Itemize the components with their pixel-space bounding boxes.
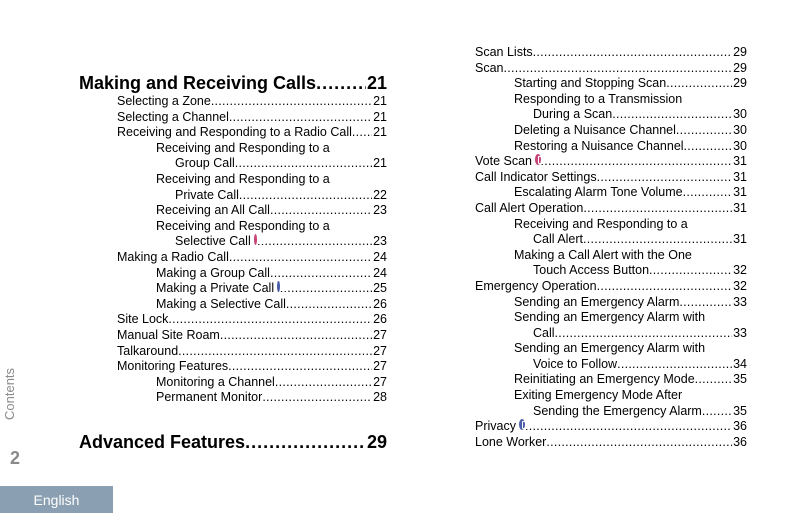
dot-leader <box>676 123 732 139</box>
feature-icon-blue <box>277 281 280 292</box>
toc-entry[interactable] <box>79 110 387 126</box>
toc-entry[interactable] <box>79 390 387 406</box>
toc-entry-title: Voice to Follow <box>533 356 618 371</box>
dot-leader <box>168 312 372 328</box>
toc-entry-title: Restoring a Nuisance Channel <box>514 138 684 153</box>
language-tab[interactable] <box>0 486 113 513</box>
toc-entry-title: Vote Scan <box>475 154 532 169</box>
toc-entry-title: Monitoring Features <box>117 359 229 374</box>
feature-icon-blue <box>519 419 525 430</box>
toc-entry-title: Lone Worker <box>475 434 547 449</box>
toc-entry-title: Receiving an All Call <box>156 203 270 218</box>
toc-entry-page: 33 <box>733 325 747 340</box>
toc-entry-page: 24 <box>373 249 387 264</box>
toc-entry-page: 22 <box>373 187 387 202</box>
toc-entry-page: 23 <box>373 203 387 218</box>
toc-entry[interactable] <box>475 61 747 77</box>
toc-entry-page: 29 <box>733 76 747 91</box>
toc-entry[interactable] <box>79 219 387 250</box>
dot-leader <box>583 201 732 217</box>
toc-entry-title: Permanent Monitor <box>156 390 263 405</box>
toc-entry-title-line: Sending an Emergency Alarm with <box>514 310 706 325</box>
toc-entry-page: 35 <box>733 403 747 418</box>
dot-leader <box>525 419 732 435</box>
toc-entry-title: Receiving and Responding to a Radio Call <box>117 125 352 140</box>
toc-entry-page: 21 <box>366 73 387 93</box>
toc-entry[interactable] <box>475 185 747 201</box>
toc-entry-page: 31 <box>733 185 747 200</box>
toc-entry-title: Privacy <box>475 419 516 434</box>
toc-entry[interactable] <box>79 94 387 110</box>
toc-entry-page: 25 <box>373 281 387 296</box>
toc-entry[interactable] <box>475 295 747 311</box>
toc-entry[interactable] <box>475 76 747 92</box>
toc-entry-title: Making and Receiving Calls <box>79 73 317 93</box>
dot-leader <box>504 61 733 77</box>
toc-entry-page: 34 <box>733 356 747 371</box>
feature-icon-red <box>535 154 541 165</box>
toc-entry-page: 30 <box>733 122 747 137</box>
toc-entry-page: 30 <box>733 138 747 153</box>
toc-entry-page: 33 <box>733 294 747 309</box>
toc-entry-title: Scan <box>475 60 504 75</box>
dot-leader <box>262 390 372 406</box>
toc-entry-title: Escalating Alarm Tone Volume <box>514 185 683 200</box>
toc-entry[interactable] <box>475 388 747 419</box>
toc-entry-page: 35 <box>733 372 747 387</box>
toc-entry[interactable] <box>79 431 387 453</box>
toc-entry-title: Selective Call <box>175 234 251 249</box>
toc-entry-title: Making a Selective Call <box>156 296 286 311</box>
toc-entry-title: Monitoring a Channel <box>156 374 275 389</box>
toc-entry-title: Scan Lists <box>475 45 533 59</box>
toc-entry-title: Talkaround <box>117 343 179 358</box>
toc-entry[interactable] <box>79 359 387 375</box>
toc-entry-title: Starting and Stopping Scan <box>514 76 667 91</box>
dot-leader <box>270 203 372 219</box>
dot-leader <box>597 170 733 186</box>
toc-entry[interactable] <box>475 201 747 217</box>
toc-entry[interactable] <box>79 72 387 94</box>
dot-leader <box>245 431 366 453</box>
toc-entry-page: 26 <box>373 296 387 311</box>
feature-icon-red <box>254 234 257 245</box>
toc-entry-page: 28 <box>373 390 387 405</box>
toc-entry-page: 32 <box>733 278 747 293</box>
toc-entry[interactable] <box>475 123 747 139</box>
toc-entry-page: 30 <box>733 107 747 122</box>
dot-leader <box>555 326 733 342</box>
dot-leader <box>683 185 732 201</box>
toc-right-column <box>475 45 747 450</box>
toc-entry-title-line: Responding to a Transmission <box>514 91 683 106</box>
toc-entry-title: Call Indicator Settings <box>475 169 597 184</box>
toc-entry[interactable] <box>79 328 387 344</box>
toc-entry-title: Sending the Emergency Alarm <box>533 403 702 418</box>
language-tab-label: English <box>33 491 80 508</box>
toc-entry-page: 27 <box>373 327 387 342</box>
toc-entry-title: Selecting a Zone <box>117 94 211 108</box>
toc-entry[interactable] <box>475 341 747 372</box>
dot-leader <box>617 357 732 373</box>
toc-left-column <box>79 72 387 453</box>
dot-leader <box>316 72 366 94</box>
toc-entry[interactable] <box>79 172 387 203</box>
toc-entry-page: 21 <box>373 125 387 140</box>
toc-entry-title: Touch Access Button <box>533 263 650 278</box>
toc-entry[interactable] <box>475 92 747 123</box>
toc-entry-title: During a Scan <box>533 107 613 122</box>
toc-entry[interactable] <box>475 170 747 186</box>
dot-leader <box>270 266 372 282</box>
toc-entry-title: Making a Group Call <box>156 265 270 280</box>
toc-entry[interactable] <box>475 248 747 279</box>
toc-entry[interactable] <box>475 372 747 388</box>
toc-entry-title: Making a Private Call <box>156 281 275 296</box>
toc-entry-page: 29 <box>733 45 747 59</box>
toc-entry-title-line: Receiving and Responding to a <box>514 216 688 231</box>
toc-entry-page: 32 <box>733 263 747 278</box>
toc-entry-title-line: Receiving and Responding to a <box>156 218 330 233</box>
toc-entry[interactable] <box>475 310 747 341</box>
dot-leader <box>541 154 733 170</box>
dot-leader <box>257 234 372 250</box>
toc-entry[interactable] <box>475 217 747 248</box>
toc-entry-page: 27 <box>373 343 387 358</box>
toc-entry-title: Manual Site Roam <box>117 327 220 342</box>
toc-entry-title-line: Receiving and Responding to a <box>156 140 330 155</box>
dot-leader <box>702 404 732 420</box>
toc-entry-title: Making a Radio Call <box>117 249 229 264</box>
toc-entry[interactable] <box>475 154 747 170</box>
dot-leader <box>533 45 732 61</box>
toc-entry-page: 27 <box>373 359 387 374</box>
toc-entry-page: 36 <box>733 419 747 434</box>
toc-entry[interactable] <box>475 139 747 155</box>
toc-entry[interactable] <box>475 279 747 295</box>
dot-leader <box>649 263 732 279</box>
toc-entry[interactable] <box>79 281 387 297</box>
toc-entry-title-line: Making a Call Alert with the One <box>514 247 692 262</box>
toc-entry[interactable] <box>79 250 387 266</box>
toc-entry-title: Selecting a Channel <box>117 109 229 124</box>
page-number: 2 <box>10 448 21 468</box>
dot-leader <box>695 372 732 388</box>
toc-entry[interactable] <box>79 297 387 313</box>
dot-leader <box>612 107 732 123</box>
toc-entry[interactable] <box>475 419 747 435</box>
dot-leader <box>546 435 732 451</box>
toc-entry-title-line: Receiving and Responding to a <box>156 171 330 186</box>
toc-entry[interactable] <box>79 312 387 328</box>
toc-entry[interactable] <box>79 141 387 172</box>
toc-entry[interactable] <box>79 125 387 141</box>
toc-entry[interactable] <box>79 375 387 391</box>
dot-leader <box>229 250 372 266</box>
toc-entry-page: 21 <box>373 94 387 108</box>
toc-entry-title: Private Call <box>175 187 239 202</box>
dot-leader <box>178 344 372 360</box>
dot-leader <box>229 110 372 126</box>
toc-entry[interactable] <box>79 203 387 219</box>
toc-entry-page: 27 <box>373 374 387 389</box>
toc-entry-page: 31 <box>733 169 747 184</box>
dot-leader <box>679 295 732 311</box>
toc-entry-title: Deleting a Nuisance Channel <box>514 122 676 137</box>
toc-entry-title: Call Alert Operation <box>475 200 584 215</box>
toc-entry[interactable] <box>79 266 387 282</box>
dot-leader <box>666 76 732 92</box>
dot-leader <box>280 281 372 297</box>
toc-entry-title: Call <box>533 325 555 340</box>
dot-leader <box>211 94 372 110</box>
toc-entry-page: 23 <box>373 234 387 249</box>
toc-entry-page: 36 <box>733 434 747 449</box>
toc-entry-page: 21 <box>373 156 387 171</box>
dot-leader <box>583 232 732 248</box>
toc-entry-title: Advanced Features <box>79 431 246 452</box>
dot-leader <box>235 156 372 172</box>
toc-entry-title: Reinitiating an Emergency Mode <box>514 372 695 387</box>
toc-entry-page: 31 <box>733 200 747 215</box>
dot-leader <box>239 188 372 204</box>
dot-leader <box>684 139 733 155</box>
dot-leader <box>597 279 733 295</box>
toc-entry[interactable] <box>475 45 747 61</box>
dot-leader <box>286 297 372 313</box>
toc-entry[interactable] <box>79 344 387 360</box>
toc-entry-title: Site Lock <box>117 312 169 327</box>
toc-entry-title: Call Alert <box>533 232 584 247</box>
toc-entry-page: 31 <box>733 232 747 247</box>
toc-entry-page: 26 <box>373 312 387 327</box>
dot-leader <box>352 125 372 141</box>
toc-entry-page: 29 <box>733 60 747 75</box>
toc-entry-page: 21 <box>373 109 387 124</box>
section-label: Contents <box>2 367 17 420</box>
toc-entry-page: 24 <box>373 265 387 280</box>
toc-entry-title: Emergency Operation <box>475 278 597 293</box>
toc-entry-title: Sending an Emergency Alarm <box>514 294 680 309</box>
toc-entry-title: Group Call <box>175 156 235 171</box>
dot-leader <box>228 359 372 375</box>
dot-leader <box>220 328 372 344</box>
toc-entry[interactable] <box>475 435 747 451</box>
dot-leader <box>275 375 372 391</box>
toc-entry-page: 29 <box>366 431 387 452</box>
toc-entry-page: 31 <box>733 154 747 169</box>
toc-entry-title-line: Exiting Emergency Mode After <box>514 388 683 403</box>
toc-entry-title-line: Sending an Emergency Alarm with <box>514 341 706 356</box>
